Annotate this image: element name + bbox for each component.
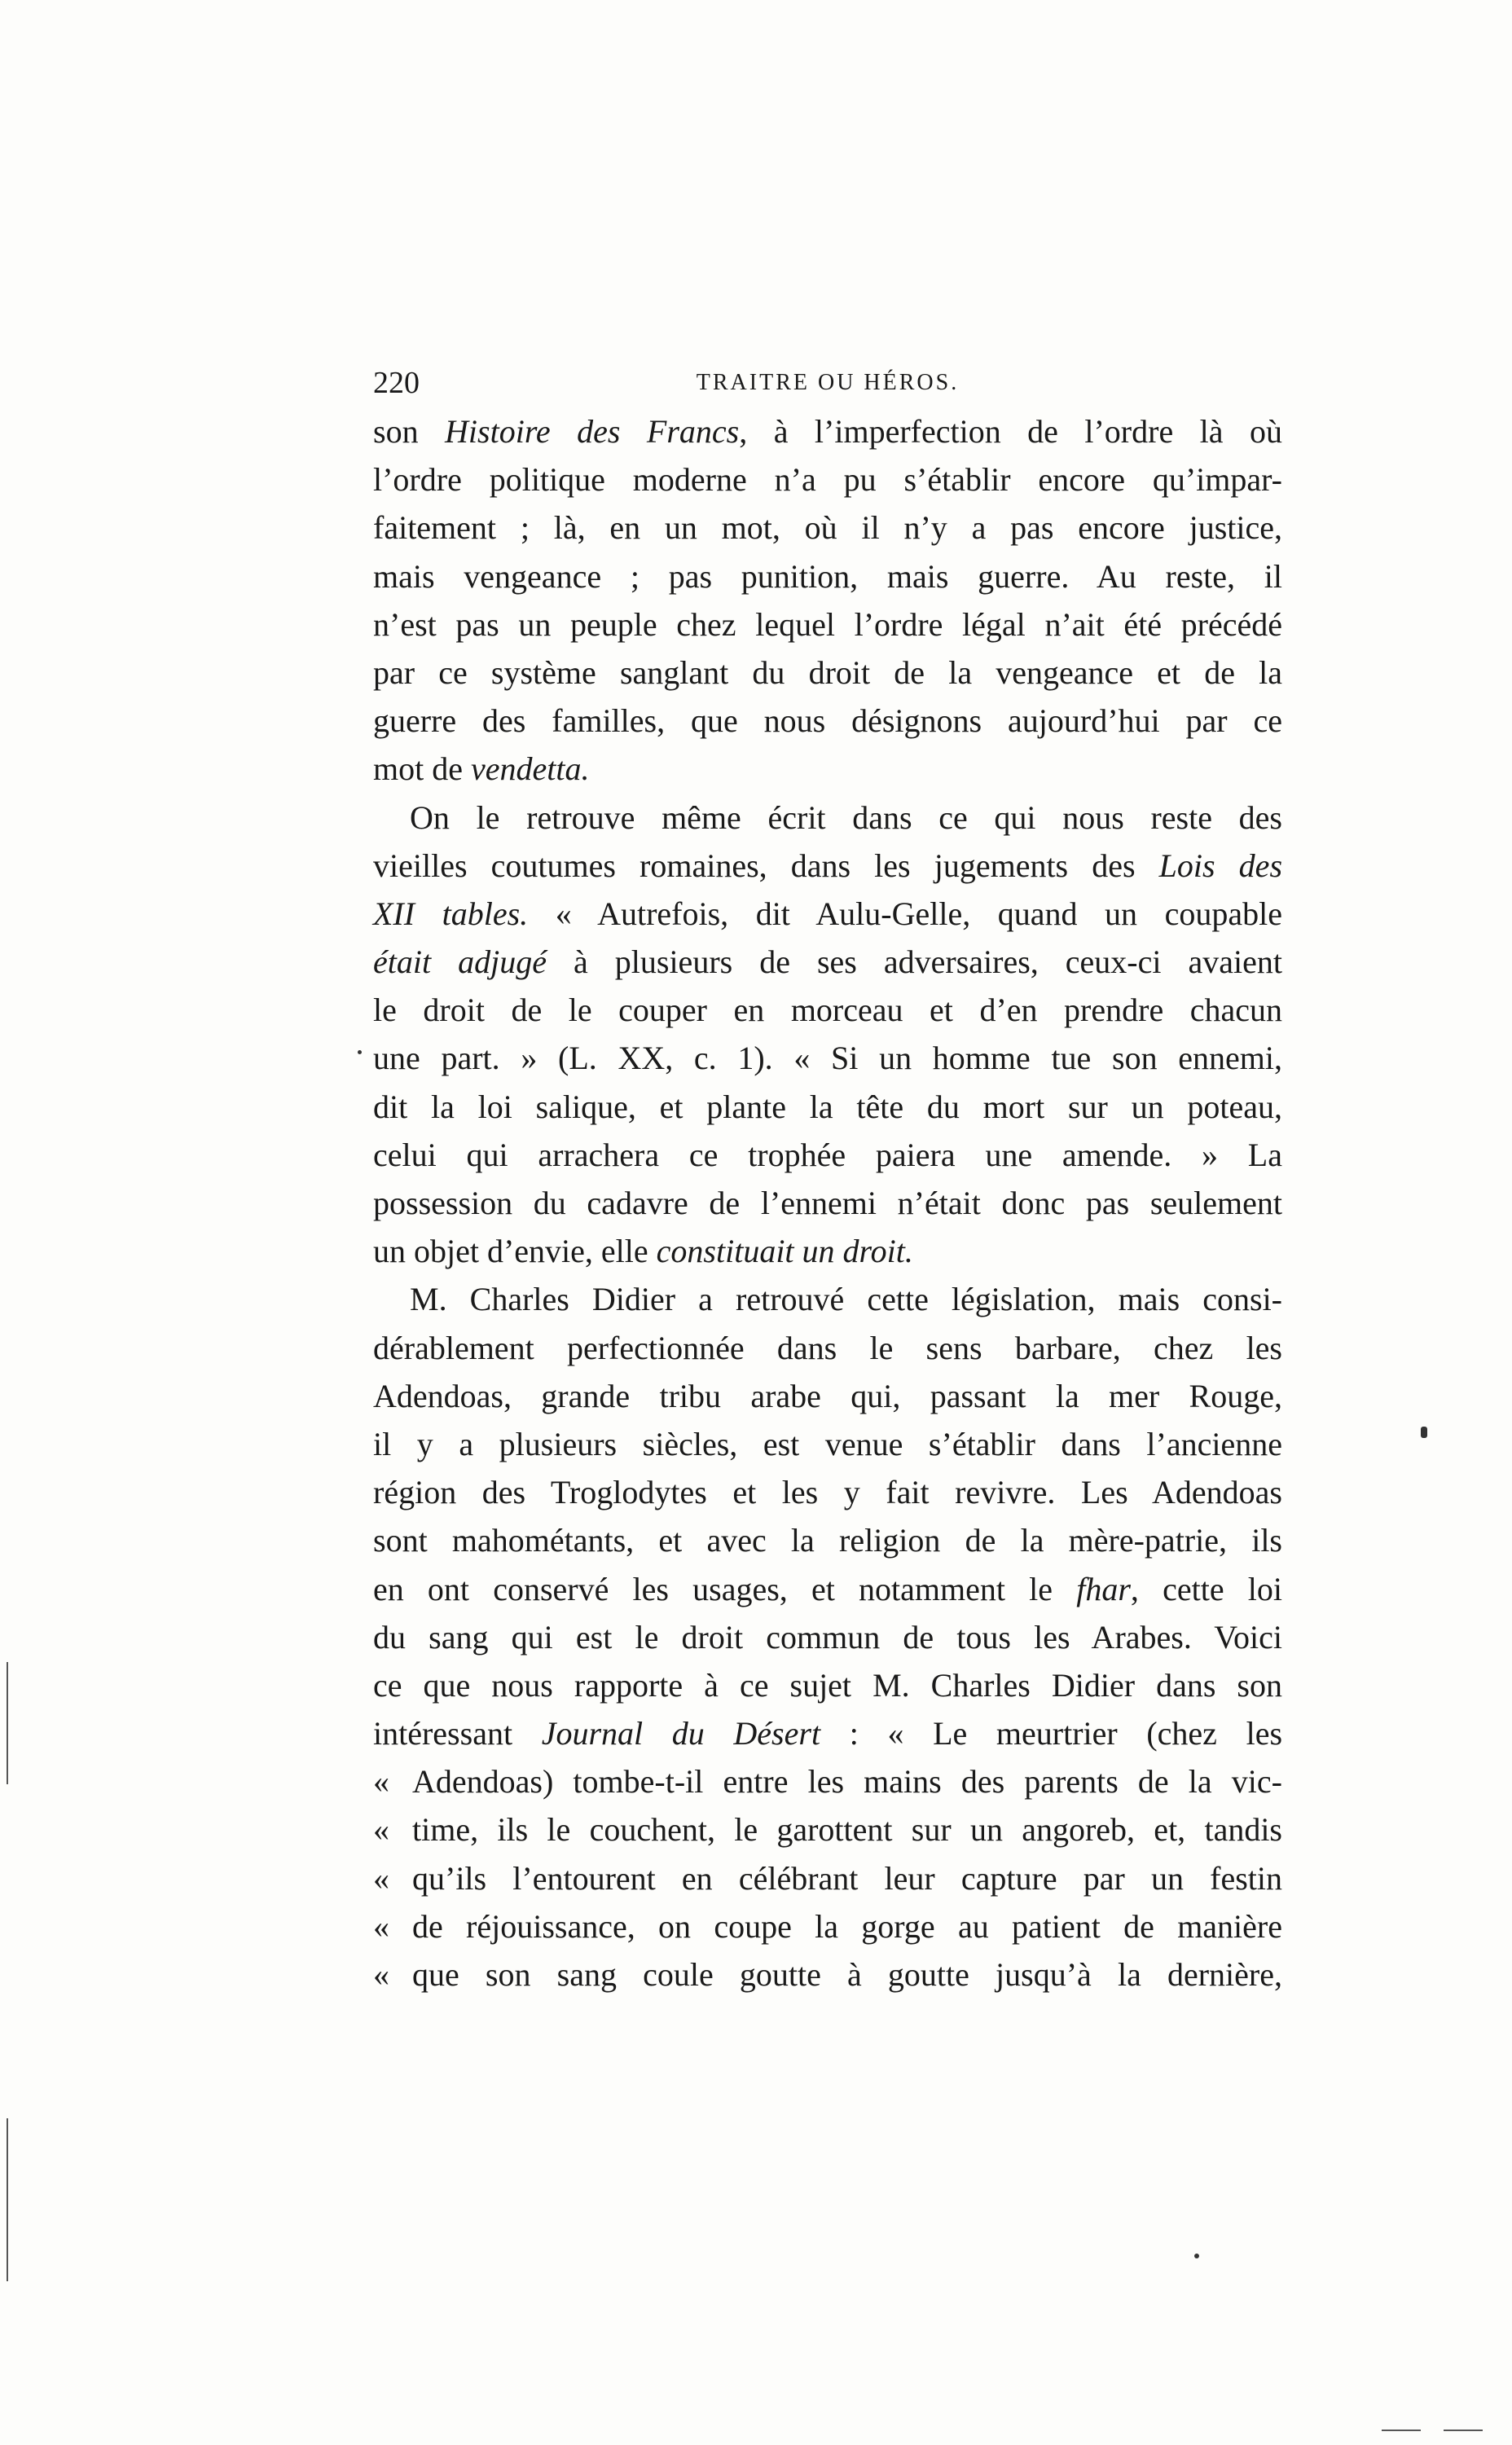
scan-edge-mark (1444, 2430, 1483, 2431)
text-line (373, 697, 1282, 745)
text-line (373, 890, 1282, 938)
scan-edge-mark (7, 2118, 8, 2281)
italic-text: constituait un droit. (656, 1233, 913, 1270)
text-line (373, 1613, 1282, 1661)
text-segment: son (373, 413, 446, 450)
text-segment: dérablement perfectionnée dans le sens barbare, chez les (373, 1329, 1282, 1366)
text-segment: qu’ils l’entourent en célébrant leur capture par un festin (412, 1859, 1282, 1897)
text-segment: time, ils le couchent, le garottent sur un angoreb, et, tandis (412, 1811, 1282, 1849)
text-line (373, 600, 1282, 649)
text-line (373, 1227, 1282, 1275)
italic-text: Journal du Désert (541, 1715, 821, 1752)
running-head (373, 358, 1282, 407)
text-segment: le droit de le couper en morceau et d’en prendre chacun (373, 992, 1282, 1029)
quote-text (412, 1757, 1282, 1805)
text-segment: , à l’imperfection de l’ordre là où (739, 413, 1282, 450)
text-line (373, 1709, 1282, 1757)
text-segment: celui qui arrachera ce trophée paiera une amende. » La (373, 1136, 1282, 1173)
text-line (373, 1131, 1282, 1179)
text-line (373, 1565, 1282, 1613)
quote-text (412, 1902, 1282, 1950)
text-segment: que son sang coule goutte à goutte jusqu’à la dernière, (412, 1956, 1282, 1993)
quote-mark: « (373, 1859, 389, 1897)
italic-text: fhar (1076, 1570, 1131, 1607)
text-segment: n’est pas un peuple chez lequel l’ordre légal n’ait été précédé (373, 605, 1282, 643)
text-line (373, 407, 1282, 455)
text-segment: mais vengeance ; pas punition, mais guerre. Au reste, il (373, 557, 1282, 595)
text-segment: faitement ; là, en un mot, où il n’y a pas encore justice, (373, 509, 1282, 547)
text-line (373, 1805, 1282, 1854)
text-line (373, 1324, 1282, 1372)
text-segment: il y a plusieurs siècles, est venue s’établir dans l’ancienne (373, 1425, 1282, 1462)
text-segment: en ont conservé les usages, et notamment le (373, 1570, 1077, 1607)
quote-mark: « (373, 1956, 389, 1993)
quote-text (412, 1854, 1282, 1902)
running-title: TRAITRE OU HÉROS. (696, 370, 960, 395)
text-line (373, 1083, 1282, 1131)
text-line (373, 504, 1282, 552)
page-number: 220 (373, 366, 420, 400)
scan-speck (358, 1050, 362, 1054)
text-line (373, 1275, 1282, 1323)
text-line (373, 1902, 1282, 1950)
body-text (373, 407, 1282, 1999)
text-line (373, 1420, 1282, 1468)
italic-text: vendetta. (470, 750, 590, 788)
text-segment: Adendoas) tombe-t-il entre les mains des parents de la vic- (412, 1763, 1282, 1801)
text-line (373, 1950, 1282, 1999)
italic-text: Histoire des Francs (445, 413, 740, 450)
text-line (373, 1854, 1282, 1902)
text-segment: dit la loi salique, et plante la tête du mort sur un poteau, (373, 1088, 1282, 1125)
italic-text: XII tables. (373, 895, 529, 932)
text-line (373, 745, 1282, 793)
quote-text (412, 1950, 1282, 1999)
text-segment: intéressant (373, 1715, 542, 1752)
italic-text: était adjugé (373, 943, 547, 981)
scan-speck (1194, 2254, 1199, 2258)
text-line (373, 649, 1282, 697)
text-line (373, 552, 1282, 600)
text-segment: guerre des familles, que nous désignons aujourd’hui par ce (373, 702, 1282, 740)
text-segment: de réjouissance, on coupe la gorge au patient de manière (412, 1907, 1282, 1945)
text-segment: mot de (373, 750, 471, 788)
scan-speck (1421, 1427, 1427, 1438)
scan-edge-mark (1382, 2430, 1421, 2431)
text-segment: On le retrouve même écrit dans ce qui nous reste des (410, 798, 1282, 836)
quote-mark: « (373, 1763, 389, 1801)
italic-text: Lois des (1158, 847, 1283, 884)
text-segment: possession du cadavre de l’ennemi n’était donc pas seulement (373, 1185, 1282, 1221)
text-line (373, 986, 1282, 1034)
text-segment: , cette loi (1130, 1570, 1282, 1607)
text-line (373, 794, 1282, 842)
text-segment: une part. » (L. XX, c. 1). « Si un homme tue son ennemi, (373, 1040, 1282, 1077)
text-line (373, 1372, 1282, 1420)
quote-mark: « (373, 1811, 389, 1849)
text-segment: « Autrefois, dit Aulu-Gelle, quand un coupable (528, 895, 1282, 932)
text-segment: un objet d’envie, elle (373, 1233, 657, 1270)
text-segment: vieilles coutumes romaines, dans les jugements des (373, 847, 1159, 884)
text-line (373, 1034, 1282, 1082)
quote-mark: « (373, 1907, 389, 1945)
text-segment: : « Le meurtrier (chez les (820, 1715, 1283, 1752)
text-line (373, 1516, 1282, 1564)
text-segment: par ce système sanglant du droit de la vengeance et de la (373, 653, 1282, 691)
text-line (373, 1468, 1282, 1516)
text-segment: sont mahométants, et avec la religion de la mère-patrie, ils (373, 1522, 1282, 1559)
text-line (373, 938, 1282, 986)
text-segment: du sang qui est le droit commun de tous les Arabes. Voici (373, 1618, 1282, 1656)
text-line (373, 842, 1282, 890)
text-line (373, 455, 1282, 504)
text-segment: l’ordre politique moderne n’a pu s’établir encore qu’impar- (373, 461, 1282, 499)
text-segment: Adendoas, grande tribu arabe qui, passant la mer Rouge, (373, 1377, 1282, 1414)
scan-edge-mark (7, 1662, 8, 1784)
text-line (373, 1661, 1282, 1709)
text-segment: région des Troglodytes et les y fait revivre. Les Adendoas (373, 1474, 1282, 1511)
text-segment: ce que nous rapporte à ce sujet M. Charles Didier dans son (373, 1666, 1282, 1704)
text-line (373, 1179, 1282, 1227)
text-line (373, 1757, 1282, 1805)
text-segment: à plusieurs de ses adversaires, ceux-ci avaient (546, 943, 1282, 981)
quote-text (412, 1805, 1282, 1854)
text-segment: M. Charles Didier a retrouvé cette législation, mais consi- (410, 1281, 1282, 1318)
